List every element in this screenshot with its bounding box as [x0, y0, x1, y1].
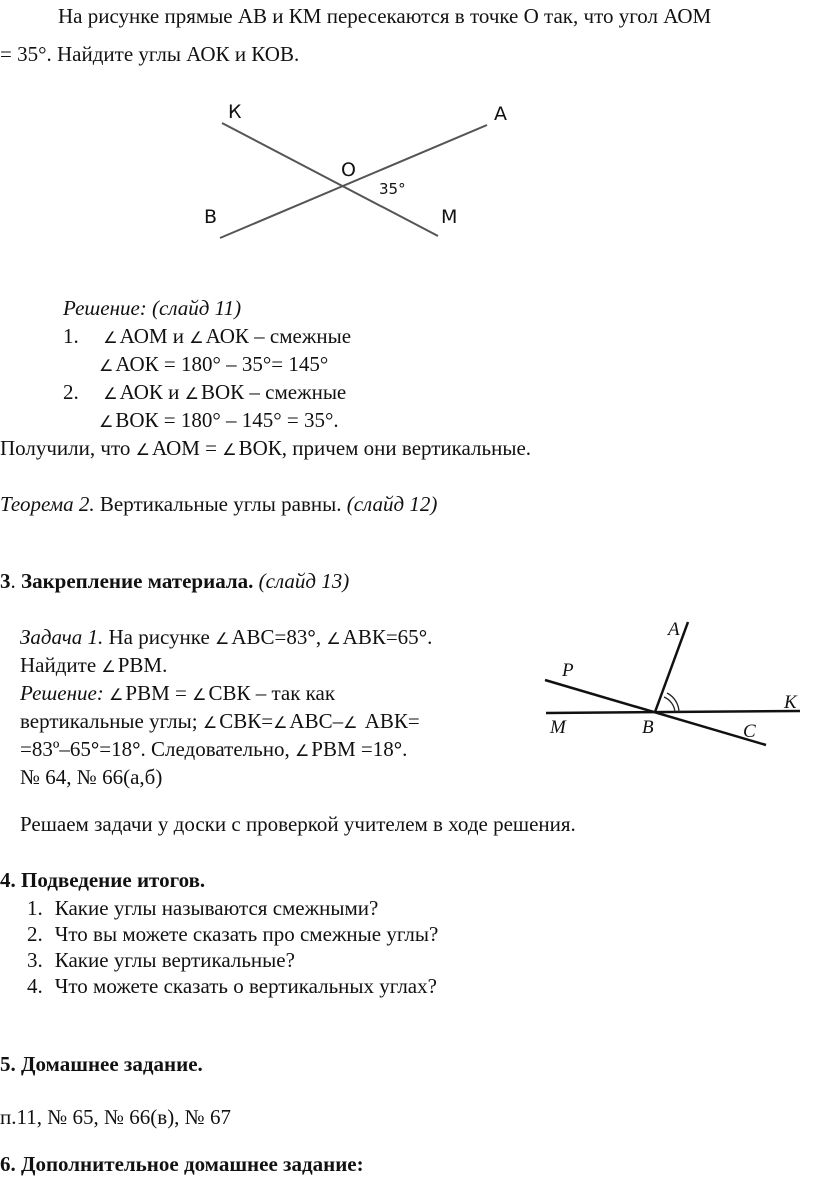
- angle-icon: ∠: [109, 685, 124, 704]
- angle-label-35: 35°: [379, 180, 406, 198]
- task-text: Найдите: [20, 653, 102, 677]
- task-text: АВК=: [359, 709, 420, 733]
- question-number: 2.: [27, 922, 43, 946]
- conclusion-text: АОМ =: [151, 436, 218, 460]
- task-text: АВК=65: [342, 625, 419, 649]
- solution-label: Решение:: [20, 681, 104, 705]
- angle-icon: ∠: [103, 328, 118, 347]
- degree-sign: °: [90, 737, 100, 761]
- task-label: Задача 1.: [20, 625, 104, 649]
- item-text-2: ВОК – смежные: [200, 380, 347, 404]
- angle-icon: ∠: [343, 713, 358, 732]
- problem-line-1: На рисунке прямые АВ и КМ пересекаются в точке О так, что угол АОМ: [58, 4, 712, 28]
- item-number: 2.: [63, 380, 79, 404]
- question-4: [27, 976, 437, 997]
- section-4-title: 4. Подведение итогов.: [0, 868, 206, 892]
- angle-icon: ∠: [135, 440, 150, 459]
- task-text: СВК=: [219, 709, 274, 733]
- task-text: вертикальные углы;: [20, 709, 203, 733]
- label-a: А: [494, 103, 507, 125]
- question-3: [27, 950, 295, 971]
- angle-icon: ∠: [103, 384, 118, 403]
- task-text: РВМ.: [117, 653, 168, 677]
- angle-arc-outer: [667, 693, 679, 712]
- label-b: B: [642, 717, 654, 738]
- theorem-label: Теорема 2.: [0, 492, 95, 516]
- label-b: В: [204, 206, 218, 228]
- angle-icon: ∠: [184, 384, 199, 403]
- section-title: Закрепление материала.: [21, 569, 254, 593]
- board-note: Решаем задачи у доски с проверкой учителем в ходе решения.: [20, 812, 576, 836]
- label-m: М: [441, 206, 458, 228]
- angle-icon: ∠: [326, 629, 341, 648]
- problem-line-2: = 35°. Найдите углы АОК и КОВ.: [0, 42, 300, 66]
- homework-text: п.11, № 65, № 66(в), № 67: [0, 1105, 231, 1129]
- label-m: M: [550, 717, 566, 738]
- task-text: =18: [99, 737, 133, 761]
- degree-sign: °: [418, 625, 428, 649]
- conclusion-text: ВОК, причем они вертикальные.: [238, 436, 532, 460]
- label-o: О: [341, 159, 356, 181]
- angle-icon: ∠: [215, 629, 230, 648]
- section-number: 3: [0, 569, 11, 593]
- item-text-2: АОК – смежные: [205, 324, 352, 348]
- task-text: СВК – так как: [208, 681, 336, 705]
- conclusion-text: Получили, что: [0, 436, 131, 460]
- angle-icon: ∠: [222, 440, 237, 459]
- task-text: ,: [315, 625, 327, 649]
- label-p: P: [562, 660, 574, 681]
- item-text: ВОК = 180° – 145° = 35°.: [115, 408, 339, 432]
- question-text: Что можете сказать о вертикальных углах?: [54, 974, 437, 998]
- line-mk: [546, 711, 800, 713]
- task-1-numbers: № 64, № 66(а,б): [20, 765, 163, 789]
- section-5-title: 5. Домашнее задание.: [0, 1052, 203, 1076]
- section-dot: .: [10, 569, 21, 593]
- section-6-title: 6. Дополнительное домашнее задание:: [0, 1152, 364, 1176]
- question-text: Какие углы вертикальные?: [54, 948, 295, 972]
- label-k: К: [228, 101, 242, 123]
- theorem-ref: (слайд 12): [346, 492, 438, 516]
- item-text: АОК и: [119, 380, 180, 404]
- label-k: K: [784, 692, 797, 713]
- angle-icon: ∠: [202, 713, 218, 732]
- angle-icon: ∠: [192, 685, 207, 704]
- angle-icon: ∠: [294, 741, 310, 760]
- task-text: =83º–65: [20, 737, 91, 761]
- solution-heading: Решение: (слайд 11): [63, 296, 242, 320]
- angle-icon: ∠: [189, 328, 204, 347]
- theorem-text: Вертикальные углы равны.: [94, 492, 347, 516]
- question-2: [27, 924, 438, 945]
- task-text: АВС=83: [231, 625, 308, 649]
- degree-sign: °: [393, 737, 403, 761]
- angle-icon: ∠: [101, 657, 116, 676]
- task-text: РВМ =18: [311, 737, 394, 761]
- degree-sign: °: [132, 737, 141, 761]
- task-text: .: [427, 625, 433, 649]
- question-number: 4.: [27, 974, 43, 998]
- question-1: [27, 898, 378, 919]
- task-text: РВМ =: [125, 681, 193, 705]
- question-number: 3.: [27, 948, 43, 972]
- label-c: C: [743, 721, 756, 742]
- label-a: A: [668, 619, 680, 640]
- angle-icon: ∠: [99, 412, 114, 431]
- item-text: АОК = 180° – 35°= 145°: [115, 352, 329, 376]
- task-text: . Следовательно,: [140, 737, 295, 761]
- question-number: 1.: [27, 896, 43, 920]
- task-text: .: [402, 737, 408, 761]
- item-text: АОМ и: [119, 324, 185, 348]
- item-number: 1.: [63, 324, 79, 348]
- task-text: АВС–: [289, 709, 344, 733]
- task-text: На рисунке: [103, 625, 216, 649]
- question-text: Что вы можете сказать про смежные углы?: [54, 922, 439, 946]
- degree-sign: °: [307, 625, 316, 649]
- section-ref: (слайд 13): [253, 569, 350, 593]
- angle-icon: ∠: [99, 356, 114, 375]
- angle-icon: ∠: [273, 713, 288, 732]
- question-text: Какие углы называются смежными?: [54, 896, 379, 920]
- angle-arc-inner: [664, 697, 675, 712]
